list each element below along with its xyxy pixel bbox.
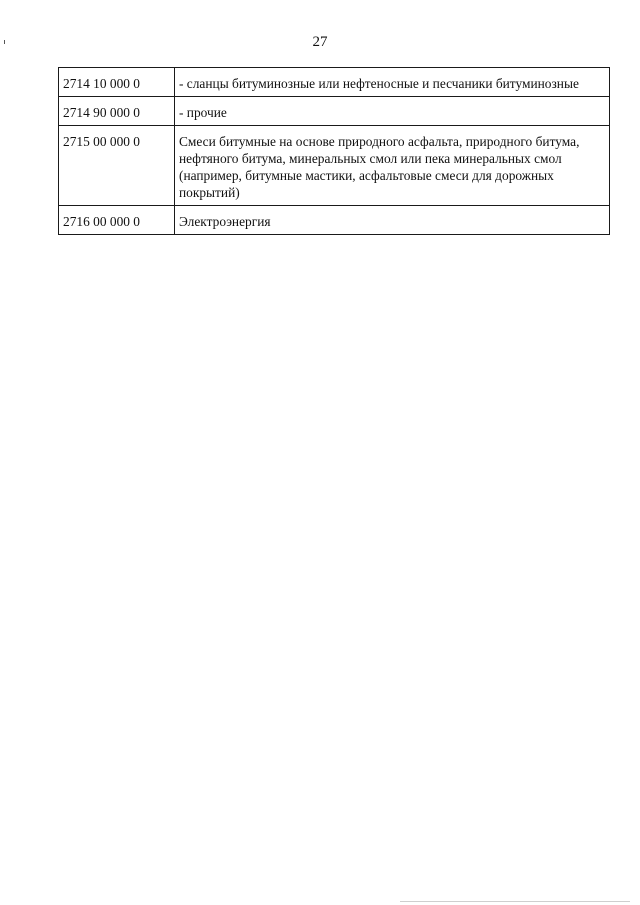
table-cell-description: - сланцы битуминозные или нефтеносные и песчаники битуминозные [175, 68, 610, 97]
table-cell-code: 2714 10 000 0 [59, 68, 175, 97]
table-cell-description: Электроэнергия [175, 206, 610, 235]
table-row [59, 206, 610, 235]
page-number: 27 [312, 34, 328, 50]
table-cell-description: Смеси битумные на основе природного асфальта, природного битума, нефтяного битума, минеральных смол или пека минеральных смол (например, битумные мастики, асфальтовые смеси для дорожных покрытий) [175, 126, 610, 206]
table-cell-description: - прочие [175, 97, 610, 126]
table-cell-code: 2715 00 000 0 [59, 126, 175, 206]
table-row [59, 97, 610, 126]
page-bottom-edge-line [400, 901, 630, 902]
table-row [59, 126, 610, 206]
table-row [59, 68, 610, 97]
table-cell-code: 2714 90 000 0 [59, 97, 175, 126]
tariff-code-table [58, 67, 610, 235]
table-cell-code: 2716 00 000 0 [59, 206, 175, 235]
